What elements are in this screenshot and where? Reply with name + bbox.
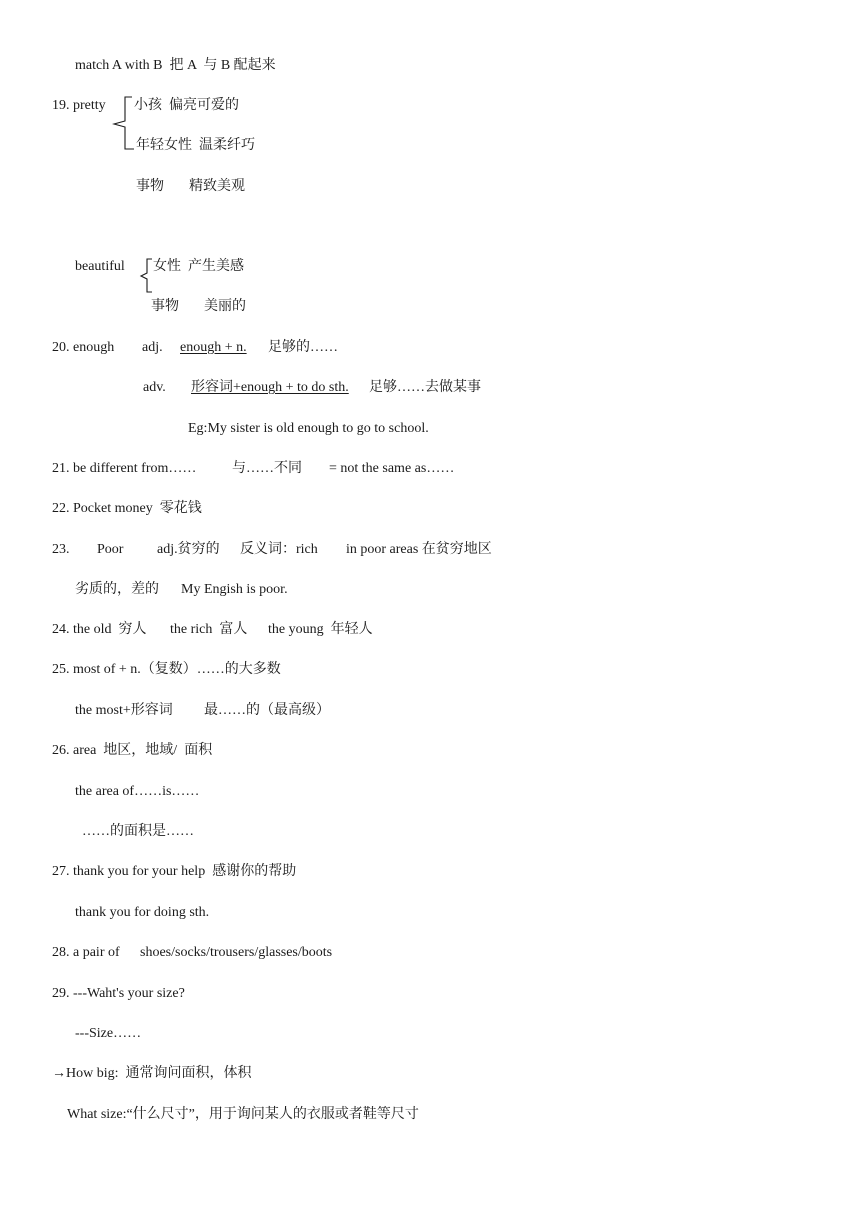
item-27-pattern: thank you for doing sth. xyxy=(75,905,210,920)
item-19-number: 19. pretty xyxy=(52,98,106,113)
item-24-old: 24. the old 穷人 xyxy=(52,622,147,637)
item-20-example: Eg:My sister is old enough to go to school. xyxy=(188,421,429,436)
item-19-branch-1: 小孩 偏亮可爱的 xyxy=(134,98,239,113)
item-25-most-of: 25. most of + n.（复数）……的大多数 xyxy=(52,662,281,677)
item-23-antonym: 反义词：rich xyxy=(240,542,318,557)
item-23-meaning-2: 劣质的，差的 xyxy=(75,582,159,597)
item-23-phrase: in poor areas 在贫穷地区 xyxy=(346,542,492,557)
item-24-rich: the rich 富人 xyxy=(170,622,248,637)
left-brace-icon xyxy=(112,95,134,153)
left-brace-icon xyxy=(139,257,153,295)
item-26-pattern-meaning: ……的面积是…… xyxy=(82,824,194,839)
item-20-adv-meaning: 足够……去做某事 xyxy=(369,380,481,395)
item-25-the-most: the most+形容词 xyxy=(75,703,173,718)
item-20-adj-meaning: 足够的…… xyxy=(268,340,338,355)
item-20-adv-pattern: 形容词+enough + to do sth. xyxy=(191,380,349,395)
beautiful-word: beautiful xyxy=(75,259,125,274)
item-21-phrase: 21. be different from…… xyxy=(52,461,197,476)
item-22: 22. Pocket money 零花钱 xyxy=(52,501,202,516)
item-28-nouns: shoes/socks/trousers/glasses/boots xyxy=(140,945,333,960)
item-26-pattern: the area of……is…… xyxy=(75,784,200,799)
beautiful-branch-1: 女性 产生美感 xyxy=(153,259,244,274)
item-29-question: 29. ---Waht's your size? xyxy=(52,986,185,1001)
item-21-meaning: 与……不同 xyxy=(232,461,302,476)
item-24-young: the young 年轻人 xyxy=(268,622,373,637)
item-19-branch-2: 年轻女性 温柔纤巧 xyxy=(136,138,255,153)
item-28-phrase: 28. a pair of xyxy=(52,945,120,960)
item-23-meaning: adj.贫穷的 xyxy=(157,542,220,557)
text-line: match A with B 把 A 与 B 配起来 xyxy=(75,58,276,73)
how-big-note: →How big: 通常询问面积，体积 xyxy=(52,1066,252,1081)
beautiful-branch-2-meaning: 美丽的 xyxy=(204,299,246,314)
what-size-note: What size:“什么尺寸”，用于询问某人的衣服或者鞋等尺寸 xyxy=(67,1107,419,1122)
item-20-number: 20. enough xyxy=(52,340,115,355)
item-25-the-most-meaning: 最……的（最高级） xyxy=(204,703,330,718)
item-20-adj-pattern: enough + n. xyxy=(180,340,247,355)
item-20-adj-label: adj. xyxy=(142,340,163,355)
item-23-example: My Engish is poor. xyxy=(181,582,288,597)
beautiful-branch-2: 事物 xyxy=(151,299,179,314)
item-29-answer: ---Size…… xyxy=(75,1026,142,1041)
item-23-word: Poor xyxy=(97,542,124,557)
item-20-adv-label: adv. xyxy=(143,380,166,395)
item-19-branch-3-meaning: 精致美观 xyxy=(189,179,245,194)
item-19-branch-3: 事物 xyxy=(136,179,164,194)
item-27-phrase: 27. thank you for your help 感谢你的帮助 xyxy=(52,864,297,879)
item-21-synonym: = not the same as…… xyxy=(329,461,455,476)
item-23-number: 23. xyxy=(52,542,70,557)
item-26-area: 26. area 地区，地域/ 面积 xyxy=(52,743,213,758)
